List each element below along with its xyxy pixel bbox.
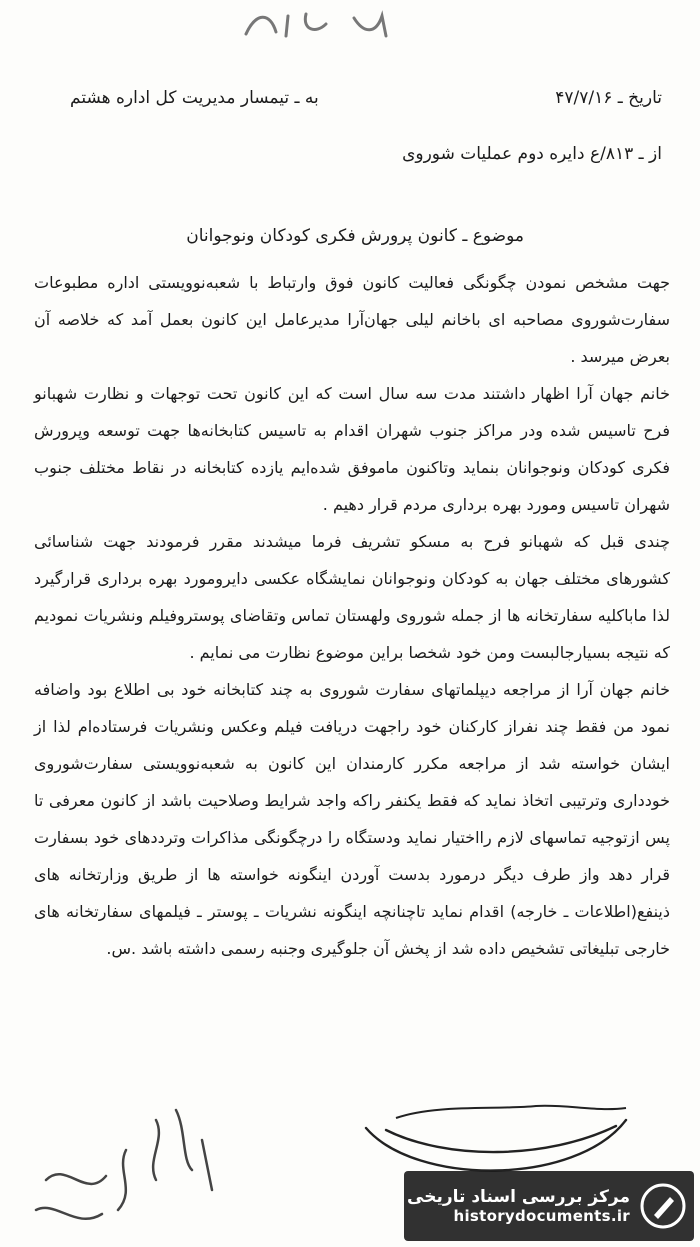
archive-logo-icon xyxy=(640,1183,686,1229)
body-paragraph-4: خانم جهان آرا از مراجعه دیپلماتهای سفارت شوروی به چند کتابخانه خود بی اطلاع بود واضافه نمود من فقط چند نفراز کارکنان خود راجهت دریافت فیلم وعکس ونشریات فرستاده‌ام لذا از ایشان خواسته شد از مراجعه مکرر کارمندان این کانون به شعبه‌نوویستی سفارت‌شوروی خودداری وترتیبی اتخاذ نماید که فقط یکنفر راکه واجد شرایط وصلاحیت باشد از کانون معرفی تا پس ازتوجیه تماسهای لازم رااختیار نماید ودستگاه را درچگونگی مذاکرات وترددهای خود بسفارت قرار دهد واز طرف دیگر درمورد بدست آوردن اینگونه خواسته ها از طریق وزارتخانه های ذینفع(اطلاعات ـ خارجه) اقدام نماید تاچنانچه اینگونه نشریات ـ پوستر ـ فیلمهای سفارتخانه های خارجی تبلیغاتی تشخیص داده شد از پخش آن جلوگیری وجنبه رسمی داشته باشد .س. xyxy=(34,680,670,958)
watermark-texts xyxy=(407,1187,630,1225)
recipient-line: به ـ تیمسار مدیریت کل اداره هشتم xyxy=(70,88,319,108)
body-paragraph-3: چندی قبل که شهبانو فرح به مسکو تشریف فرما میشدند مقرر فرمودند جهت شناسائی کشورهای مختلف جهان به کودکان ونوجوانان نمایشگاه عکسی دایرومورد بهره برداری قرارگیرد لذا ماباکلیه سفارتخانه ها از جمله شوروی ولهستان تماس وتقاضای پوستروفیلم ونشریات نمودیم که نتیجه بسیارجالبست ومن خود شخصا براین موضوع نظارت می نمایم . xyxy=(34,532,670,662)
sender-line: از ـ ۸۱۳/ع دایره دوم عملیات شوروی xyxy=(402,144,662,164)
body-paragraph-1: جهت مشخص نمودن چگونگی فعالیت کانون فوق وارتباط با شعبه‌نوویستی اداره مطبوعات سفارت‌شوروی مصاحبه ای باخانم لیلی جهان‌آرا مدیرعامل این کانون بعمل آمد که خلاصه آن بعرض میرسد . xyxy=(34,273,670,366)
watermark-title: مرکز بررسی اسناد تاریخی xyxy=(407,1187,630,1207)
date-line: تاریخ ـ ۴۷/۷/۱۶ xyxy=(555,88,662,108)
handwritten-top-mark xyxy=(236,4,416,44)
letter-body xyxy=(34,264,670,967)
handwritten-margin-note xyxy=(6,1100,236,1240)
archive-watermark xyxy=(404,1171,694,1241)
body-paragraph-2: خانم جهان آرا اظهار داشتند مدت سه سال است که این کانون تحت توجهات و نظارت شهبانو فرح تاسیس شده ودر مراکز جنوب شهران اقدام به تاسیس کتابخانه‌ها جهت توسعه وپرورش فکری کودکان ونوجوانان بنماید وتاکنون ماموفق شده‌ایم یازده کتابخانه در نقاط مختلف جنوب شهران تاسیس ومورد بهره برداری مردم قرار دهیم . xyxy=(34,384,670,514)
sender-header xyxy=(70,144,662,164)
subject-line: موضوع ـ کانون پرورش فکری کودکان ونوجوانان xyxy=(186,226,524,246)
watermark-site: historydocuments.ir xyxy=(453,1207,630,1225)
letter-header xyxy=(70,88,662,108)
